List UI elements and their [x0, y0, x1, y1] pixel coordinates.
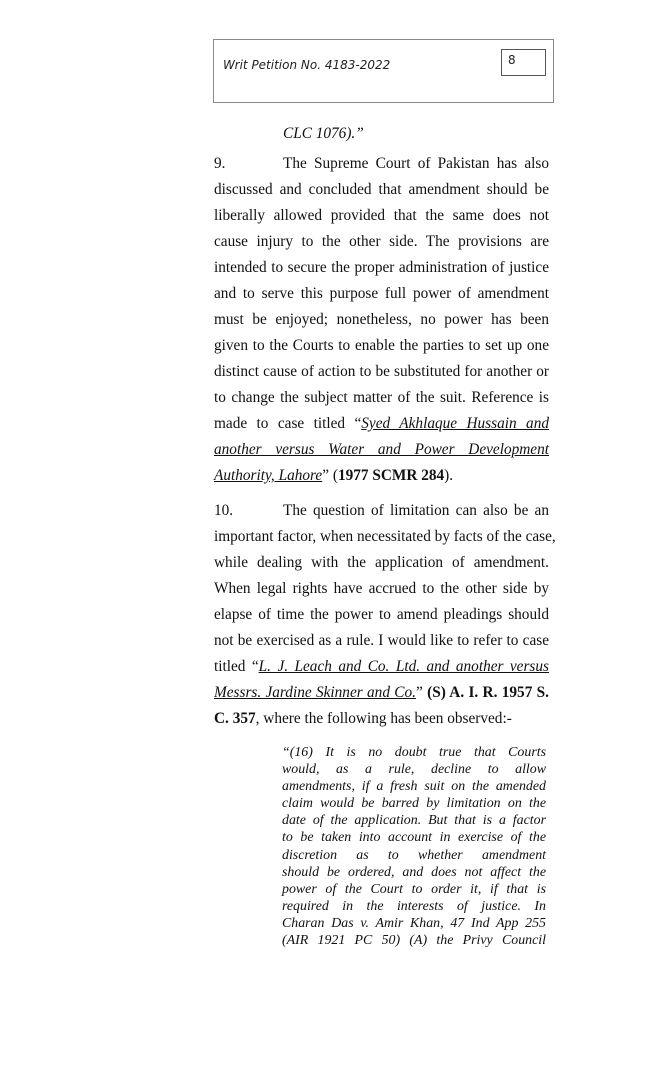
quote-line: date of the application. But that is a factor — [282, 813, 546, 829]
quote-line: power of the Court to order it, if that is — [282, 881, 546, 897]
citation-1977-scmr: 1977 SCMR 284 — [337, 467, 445, 484]
para9-line — [214, 151, 549, 177]
case-title-leach-end: Messrs. Jardine Skinner and Co. — [214, 684, 416, 701]
quote-line: required in the interests of justice. In — [282, 898, 546, 914]
case-title-akhlaque-cont: another versus Water and Power Development — [214, 441, 549, 458]
para9-line: to change the subject matter of the suit. Reference is — [214, 389, 549, 406]
para10-line: When legal rights have accrued to the other side by — [214, 580, 549, 597]
para10-line-text: The question of limitation can also be an — [283, 502, 549, 519]
para10-line — [214, 654, 549, 680]
page-number-box — [501, 49, 546, 76]
para9-line: given to the Courts to enable the parties to set up one — [214, 337, 549, 354]
header-title: Writ Petition No. 4183-2022 — [223, 58, 391, 72]
para9-line: and to serve this purpose full power of amendment — [214, 285, 549, 302]
case-title-leach: L. J. Leach and Co. Ltd. and another versus — [258, 658, 549, 675]
quote-line: (AIR 1921 PC 50) (A) the Privy Council — [282, 933, 546, 949]
block-quote — [282, 744, 546, 949]
para9-close-quote: ” ( — [322, 467, 338, 484]
para9-line — [214, 463, 549, 489]
para10-line — [214, 680, 549, 706]
para10-ref-intro: titled “ — [214, 658, 259, 675]
top-line-text: CLC 1076).” — [283, 125, 364, 142]
para9-line: must be enjoyed; nonetheless, no power has been — [214, 311, 549, 328]
para9-line: liberally allowed provided that the same does not — [214, 207, 549, 224]
para9-line: intended to secure the proper administration of justice — [214, 259, 549, 276]
quote-line: discretion as to whether amendment — [282, 847, 546, 863]
quote-line: Charan Das v. Amir Khan, 47 Ind App 255 — [282, 915, 546, 931]
quote-line: claim would be barred by limitation on the — [282, 796, 546, 812]
para9-line: cause injury to the other side. The provisions are — [214, 233, 549, 250]
quote-line: would, as a rule, decline to allow — [282, 762, 546, 778]
para10-line — [214, 498, 549, 524]
quote-line: “(16) It is no doubt true that Courts — [282, 745, 546, 760]
para9-number: 9. — [214, 155, 226, 172]
para9-ref-intro: made to case titled “ — [214, 415, 362, 432]
case-title-akhlaque: Syed Akhlaque Hussain and — [361, 415, 549, 432]
case-title-akhlaque-end: Authority, Lahore — [214, 467, 323, 484]
para10-line — [214, 706, 549, 732]
para10-after: , where the following has been observed:- — [255, 710, 512, 727]
para9-line-text: The Supreme Court of Pakistan has also — [283, 155, 549, 172]
quote-line: amendments, if a fresh suit on the amended — [282, 779, 546, 795]
top-line — [214, 121, 549, 147]
page-header — [213, 39, 554, 103]
para9-line: distinct cause of action to be substituted for another or — [214, 363, 549, 380]
citation-air-1957: (S) A. I. R. 1957 S. — [427, 684, 549, 701]
para9-end: ). — [444, 467, 454, 484]
para10-line: while dealing with the application of amendment. — [214, 554, 549, 571]
paragraph-9 — [214, 151, 549, 489]
page-number: 8 — [508, 53, 516, 67]
citation-air-1957-cont: C. 357 — [214, 710, 256, 727]
para9-line: discussed and concluded that amendment should be — [214, 181, 549, 198]
para10-number: 10. — [214, 502, 234, 519]
para10-line: not be exercised as a rule. I would like to refer to case — [214, 632, 549, 649]
quote-line: should be ordered, and does not affect the — [282, 864, 546, 880]
para10-line: elapse of time the power to amend pleadings should — [214, 606, 549, 623]
para10-line: important factor, when necessitated by facts of the case, — [214, 528, 556, 545]
para9-line — [214, 411, 549, 437]
quote-line: to be taken into account in exercise of the — [282, 830, 546, 846]
para10-close-quote: ” — [415, 684, 428, 701]
paragraph-10 — [214, 498, 556, 732]
